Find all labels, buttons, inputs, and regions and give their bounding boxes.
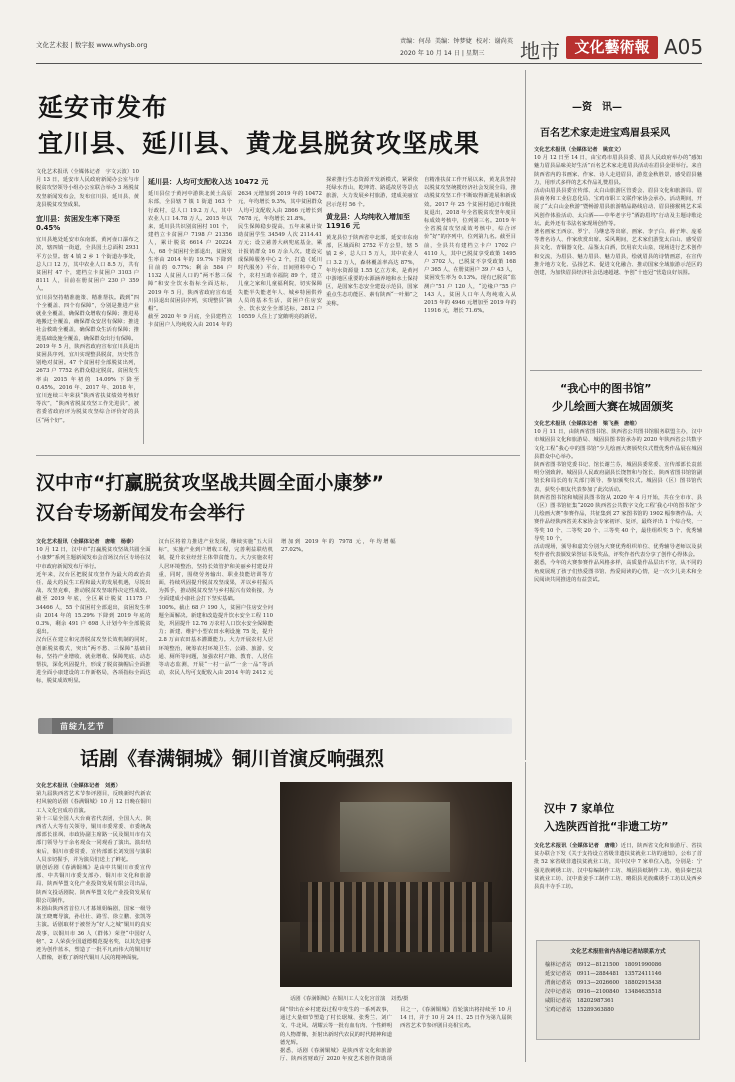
newspaper-logo: 文化藝術報 [566, 36, 658, 59]
contact-phone: 15289363880 [576, 1007, 614, 1013]
issue-date: 2020 年 10 月 14 日 | 星期三 [400, 50, 485, 57]
art3-byline: 文化艺术报讯（全媒体记者 刘勇） [36, 783, 121, 789]
contact-phone: 18202987361 [576, 998, 614, 1004]
art1-col1 [36, 168, 139, 425]
info-title: 百名艺术家走进宝鸡眉县采风 [540, 128, 670, 139]
art2-p2: 近年来，汉台区把脱贫攻坚作为最大的政治责任、最大的民生工程和最大的发展机遇，尽锐出战、攻坚克难，推动脱贫攻坚取得决定性成效。截至 2019 年底，全区累计脱贫 11175 户 34466 人，55 个贫困村全部退出，贫困发生率由 2014 年的 15.29% 下降到 2019 年底的 0.3%，剩余 491 户 698 人计划今年全部脱贫退出。 [36, 571, 151, 636]
art1-title-1: 延安市发布 [38, 93, 169, 122]
art2-p1: 10 月 12 日，汉中市“打赢脱贫攻坚战共圆全面小康梦”系列主题新闻发布会首场汉台区专场在汉中市政府新闻发布厅举行。 [36, 547, 151, 570]
info-p3: 著名画家王西京、罗宁、马继忠等出席，画家、李子白、薛子坤、庞希等著名诗人、作家欣赏出席。采风期间，艺术家们游览太白山、感受眉县文化、青铜器文化、品鉴太白酒，饮用农夫山泉，现场进行艺术创作和交流，为眉县、魅力眉县、魅力眉县，绘就眉县的诗情画意，在宣传推介地方文化、弘扬艺术、促进文化融合、推动国家全域旅游示范区的创建，为加快眉县经济社会迅速超越、争创“十连冠”营造良好氛围。 [534, 229, 702, 277]
stage-photo [280, 782, 512, 987]
masthead-left: 文化艺术报 | 数字报 www.whysb.org [36, 41, 148, 49]
contact-row [545, 970, 691, 979]
art2-p3: 汉台区在建立和完善脱贫攻坚长效机制的同时，创新脱贫模式，突出“两不愁、三保障”基础目标，坚持产业增收、就业增收、保障兜底、动态帮扶，深化巩固提升，形成了脱贫摘帽后全面推进全面小康建设的工作新格局，各项指标全面达标，脱贫成效明显。 [36, 637, 151, 685]
art1-p1c: 2019 年 5 月，陕西省政府宣布宜川县退出贫困县序列，宜川实现整县脱贫，历史性告别绝对贫困。47 个贫困村全部脱贫出列，2673 户 7752 名群众稳定脱贫。贫困发生率由 2015 年初的 14.09% 下降至 0.45%。2016 年、2017 年、2018 年，宜川连续三年荣获“陕西省扶贫绩效考核好等次”，“陕西省脱贫攻坚工作先进县”，被省委省政府评为脱贫攻坚综合评价好的县区“两个好”。 [36, 343, 139, 424]
library-p3: 陕西省图书馆和城固县图书馆从 2020 年 4 月开始，共在全市市、县（区）图书馆征集“2020 陕西省公共数字文化工程‘我心中的图书馆’少儿绘画大赛”参赛作品，共征集到 27 家图书馆的 1902 幅参赛作品。大赛作品经陕西省美术家协会专家初评、复评，最终评出 1 个综合奖、一等奖 10 个、二等奖 20 个、三等奖 40 个，最佳组织奖 5 个、优秀辅导奖 10 个。 [534, 494, 702, 542]
masthead-rule [36, 63, 702, 64]
art3-title: 话剧《春满铜城》铜川首演反响强烈 [80, 748, 385, 770]
col-divider [143, 176, 144, 444]
contact-row [545, 1006, 691, 1015]
library-body [534, 420, 702, 584]
art1-p2b: 截至 2020 年 9 月底，全县建档立卡贫困户人均纯收入由 2014 年的 2634 元增加到 2019 年的 10472 元，年均增长 9.3%，其中贫困群众人均可支配收入由 2866 元增长到 7678 元，年均增长 21.8%。 [148, 191, 323, 329]
contact-title: 文化艺术报驻省内各地记者站联系方式 [570, 949, 666, 955]
art4-byline: 文化艺术报讯（全媒体记者 唐维） [534, 843, 621, 849]
art1-sub3: 黄龙县：人均纯收入增加至 11916 元 [326, 212, 410, 230]
contact-label: 咸阳记者站 [545, 998, 572, 1004]
art3-p2: 第十三届全国人大台商省代表团，全国人大、陕西省人大等有关领导，铜川市委常委、市委统战部部长崔飒、市政协副主席路一民及铜川市有关部门领导与干余名观众一同观看了演出。演出结束后，铜川市委常委、宣传部部长刘发国与演职人员亲切握手，并为演员们送上了鲜花。 [36, 815, 151, 863]
info-label: —资 讯— [572, 102, 622, 113]
library-title-2: 少儿绘画大赛在城固颁奖 [552, 400, 673, 413]
art2-body [36, 538, 518, 688]
art2-title-2: 汉台专场新闻发布会举行 [36, 502, 246, 524]
contact-label: 宝鸡记者站 [545, 1007, 572, 1013]
art1-p3b: 自精准扶贫工作开展以来，黄龙县坚持以脱贫攻坚统揽经济社会发展全局，推动脱贫攻坚工作不断取得新进展和新成效。2017 年 25 个贫困村通过市级批复退出，2018 年全省脱贫攻坚年度目标成效考核中，位列第三名。2019 年全省脱贫攻坚成效考核中，综合评价“好”的序列中，位列第九名。截至目前，全县共有建档立卡户 1702 户 4110 人，其中已脱贫享受政策 1495 户 3702 人，已脱贫不享受政策 168 户 365 人，在册贫困户 39 户 43 人，贫困发生率为 0.13%。现有已脱贫“监测户”51 户 120 人，“边缘户”55 户 143 人。贫困人口年人均纯收入从 2015 年的 4946 元增加至 2019 年的 11916 元，增长 71.6%。 [424, 177, 516, 315]
library-byline: 文化艺术报讯（全媒体记者 梁飞燕 唐维） [534, 421, 640, 427]
actors-group [300, 882, 492, 952]
library-title-1: “我心中的图书馆” [560, 382, 652, 395]
masthead-credits [400, 36, 513, 45]
art2-p4: 汉台区将着力推进产业发展，继续实施“五大目标”，实施产业到户增收工程，完善利益联结机制，提升农业经营主体带贫能力。大力实施农村人居环境整治，坚持长效管护和美丽乡村建设并重，同时，围绕劳务输出、职业技能培训等方面，持续巩固提升脱贫攻坚成果，并以乡村振兴为抓手，推动脱贫攻坚与乡村振兴有效衔接，为全面建成小康社会打下坚实基础。 [158, 539, 273, 603]
section-banner-label: 苗绽九艺节 [52, 718, 113, 734]
photo-caption: 话剧《春满铜城》在铜川工人文化宫首演 刘勇/摄 [290, 996, 409, 1002]
chief-editor: 责编：何昂 [400, 38, 431, 45]
art4-title-1: 汉中 7 家单位 [544, 802, 615, 815]
art1-title-2: 宜川县、延川县、黄龙县脱贫攻坚成果 [38, 129, 481, 158]
right-rule-1 [530, 370, 702, 371]
designer: 美编：钟梦婕 [434, 38, 472, 45]
info-p1: 10 月 12 日至 14 日，由宝鸡市眉县县委、眉县人民政府举办的“感知魅力眉县品味美好生活”百名艺术家走进眉县活动在眉县金渠举行。来自陕西省内的书画家、作家、诗人走进眉县，游览金秋胜景，感受眉县魅力，用形式多样的艺术作品礼赞眉县。 [534, 155, 702, 186]
art2-p5: 100%。截止 68 户 190 人，贫困户住房安全问题全面解决。新建和改造提升饮水安全工程 110 处，巩固提升 12.76 万农村人口饮水安全保障能力；新建、维护小型农田水利设施 75 处，提升 2.8 万亩农田基本灌溉能力。大力开展农村人居环境整治，统筹农村环境卫生、公路、旅游、交通、厕所等问题，加强农村户籍、教育、人居住等动态监测，开展“一村一品”“一企一品”等活动，农民人均可支配收入由 2014 年的 2412 元增加到 2019 年的 7978 元，年均增幅 27.02%。 [158, 539, 396, 677]
art3-p6: 据悉，话剧《春满铜城》是陕西省文化和旅游厅、陕西省财政厅 2020 年度艺术创作资助项目之一，《春满铜城》首轮演出将持续至 10 月 14 日，并于 10 月 24 日、25 日作为第九届陕西省艺术节参评剧目亮相宝鸡。 [280, 1007, 512, 1063]
art4-p1: 近日，陕西省文化和旅游厅、省扶贫办联合下发《关于支持设立省级非遗扶贫就业工坊的通知》，公布了首批 52 家省级非遗扶贫就业工坊，其中汉中 7 家单位入选，分别是：宁强羌族刺绣工坊、汉中棕编制作工坊、城固县纸制作工坊、勉县秦巴扶贫就业工坊、汉中蓝姜手工制作工坊、略阳县羌族藏绣手工坊以及西乡县真丰寺手工坊。 [534, 843, 702, 891]
contact-label: 榆林记者站 [545, 962, 572, 968]
art3-p1: 第九届陕西省艺术节参评剧目，反映新时代新农村风貌的话剧《春满铜城》10 月 12 日晚在铜川工人文化宫成功首演。 [36, 791, 151, 814]
right-col-divider-lower [525, 762, 526, 1062]
art1-p3a: 黄龙县位于陕西省中北部，延安市东南部，区域面积 2752 平方公里，辖 5 镇 2 乡，总人口 5 万人，其中农业人口 3.2 万人，森林覆盖率高达 87%，年均水资源量 1.55 亿立方米，是黄河中游地区重要的水源涵养地和水土保持区，是国家生态安全建设示范县，国家重点生态功能区、素有陕西“一叶肺”之美称。 [326, 235, 418, 307]
library-p1: 10 月 11 日，由陕西省图书馆、陕西省公共图书馆服务联盟主办，汉中市城固县文化和旅游局、城固县图书馆承办的 2020 年陕西省公共数字文化工程“我心中的图书馆”少儿绘画大赛颁奖仪式暨优秀作品展在城固县群众中心举办。 [534, 429, 702, 460]
art1-sub1: 宜川县：贫困发生率下降至 0.45% [36, 215, 120, 233]
art3-p4: 本剧由陕西省首位八才募姐姐编剧，国家一级导演王晓鹰导演，孙壮壮、路雪、徐立鹏、张凯等主演。话剧取材于被誉为“好人之城”铜川的真实故事，以铜川市 36 人（群体）荣登“中国好人榜”、2 人荣获全国道德模范提名奖，以其先进事迹为创作蓝本，塑造了一批平凡而伟大的铜川好人群像，讴歌了新时代铜川人民的精神面貌。 [36, 906, 151, 962]
contact-label: 渭南记者站 [545, 980, 572, 986]
art1-p2a: 延川县位于黄河中游陕北黄土高原东部，全县辖 7 镇 1 街道 163 个行政村，总人口 19.2 万人，其中农业人口 14.78 万人。2015 年以来，延川县共识别贫困村 101 个，建档立卡贫困户 7198 户 21356 人，累计脱贫 6614 户 20224 人，68 个贫困村全部退出，贫困发生率由 2014 年的 19.7% 下降到目前的 0.77%；剩余 584 户 1132 人贫困人口的“两不愁三保障”和安全饮水指标全面达标，2019 年 5 月，陕西省政府宣布延川县退出贫困县序列，实现整县“摘帽”。 [148, 191, 232, 312]
art1-p1a: 宜川县地处延安市东南部，黄河壶口瀑布之滨，辖四镇一街道，全县国土总面积 2931 平方公里。辖 4 镇 2 乡 1 个街道办事处，总人口 12 万，其中农业人口 8.5 万，共有贫困村 47 个，建档立卡贫困户 3103 户 8111 人，目前在册贫困户 230 户 359 人。 [36, 237, 139, 293]
contact-phone: 0911—2884481 13572411146 [576, 971, 662, 977]
art1-col3 [326, 176, 516, 315]
page-number: A05 [664, 35, 704, 59]
art1-col2 [148, 178, 322, 330]
library-p2: 陕西省图书馆党委书记、馆长谢兰芬，城固县委常委、宣传部部长袁蓝明分别致辞。城固县人民政府副县长饶智和与馆长、陕西省图书馆馆副馆长和局长的有关部门领导、参加颁奖仪式。城固县（区）图书馆代表，获奖小朋友代表参加了此次活动。 [534, 462, 702, 493]
contact-row [545, 961, 691, 970]
stage-backdrop [340, 802, 450, 872]
art3-body-right [280, 1006, 512, 1066]
art1-p2c: 民生保障稳步提高，五年来累计资助贫困学生 34549 人次 2114.41 万元；设立慈善大病兜底基金，累计报销群众 16 万余人次。建设完成保障服务中心 2 个，打造《延川时代服务》平台，日间照料中心 7 个，农村互助幸福院 89 个，建立儿童之家和儿童福利院，切实保障失能半失能老年人、城乡特困供养人员的基本生活，贫困户住房安全、饮水安全全部达标，2812 户 10559 人住上了宽敞明亮的新居。 [238, 223, 322, 321]
art1-sub2: 延川县：人均可支配收入达 10472 元 [148, 178, 269, 186]
contact-box [536, 940, 700, 1040]
art1-intro: 文化艺术报讯（全媒体记者 宇文云波）10 月 13 日，延安市人民政府新闻办公室与市脱贫攻坚领导小组办公室联合举办 3 场脱贫攻坚新闻发布会，发布宜川县、延川县、黄龙县脱贫攻坚成果。 [36, 169, 139, 208]
right-col-divider [525, 70, 526, 760]
contact-phone: 0912—8121500 18091990086 [576, 962, 662, 968]
art1-p2d: 探索推行生态资源开发新模式，紧紧依托绿水青山，乾坤湾、路遥故居等景点旅游，大力发展乡村旅游，建成美丽宜居示范村 56 个。 [326, 177, 418, 208]
contact-row [545, 979, 691, 988]
library-p5: 据悉，今年的大赛参赛作品风格多样，高质量作品层出不穷，从不同的角度展现了孩子们热爱图书馆、热爱阅读的心情，是一次少儿美术和全民阅读共同推进的有益尝试。 [534, 560, 702, 583]
art3-p5: 阔”带出在乡村建设过程中发生的一系列故事，通过大量细节塑造了村长琚城、张秀兰、刘广文、牛北风、胡耀云等一批有血有肉、个性鲜明的人物群像，折射出新时代农民的时代精神和道德光辉。 [280, 1007, 392, 1046]
art4-title-2: 入选陕西首批“非遗工坊” [544, 820, 669, 833]
art3-body-left [36, 782, 274, 1048]
contact-label: 延安记者站 [545, 971, 572, 977]
contact-phone: 0913—2026600 18802915438 [576, 980, 662, 986]
library-p4: 活动现场，颁导和嘉宾分别为大赛优秀组织单位、优秀辅导老师以及获奖作者代表颁发荣誉证书及奖品，评奖作者代表分享了创作心得体会。 [534, 544, 702, 559]
section-name: 地市 [520, 39, 560, 63]
info-byline: 文化艺术报讯（全媒体记者 姚宜文） [534, 147, 625, 153]
proofreader: 校对：谢尚英 [475, 38, 514, 45]
art4-body [534, 842, 702, 891]
art3-p3: 剧创话剧《春满铜城》是由中共铜川市委宣传部、中共铜川市委支部办、铜川市文化和旅游局、陕西华盟文化产业投资发展有限公司出品，陕西文投话剧院、陕西华盟文化产业投资发展有限公司制作。 [36, 865, 151, 904]
art1-p1b: 宜川县坚持精准施策、精准帮扶。践到“四个全覆盖、四个有保障”，分别是推进产业就业全覆盖，确保群众增收有保障；推进易地搬迁全覆盖，确保群众安居有保障；推进社会救助全覆盖，确保群众生活有保障；推进基础设施全覆盖，确保群众出行有保障。 [36, 294, 139, 342]
contact-phone: 0916—2100840 13484635518 [576, 989, 662, 995]
art2-title-1: 汉中市“打赢脱贫攻坚战共圆全面小康梦” [36, 472, 384, 494]
contact-row [545, 988, 691, 997]
contact-row [545, 997, 691, 1006]
art2-top-rule [36, 455, 520, 456]
info-p2: 活动由眉县县委宣传部、太白山旅游区管委会、眉县文化和旅游局、眉县商务和工业信息化局、宝鸡市职工文联作家协会承办。活动期间，开展了“太白山金秋游”暨畅游眉县旅游精品路线启动、眉县猕猴桃艺术采风创作体验活动、太白酒——中华老字号“酒韵眉坞”行动及主题诗歌论坛。此外还有书法名家现场创作等。 [534, 188, 702, 227]
art2-byline: 文化艺术报讯（全媒体记者 唐维 杨泰） [36, 539, 137, 545]
info-body [534, 146, 702, 277]
contact-label: 汉中记者站 [545, 989, 572, 995]
